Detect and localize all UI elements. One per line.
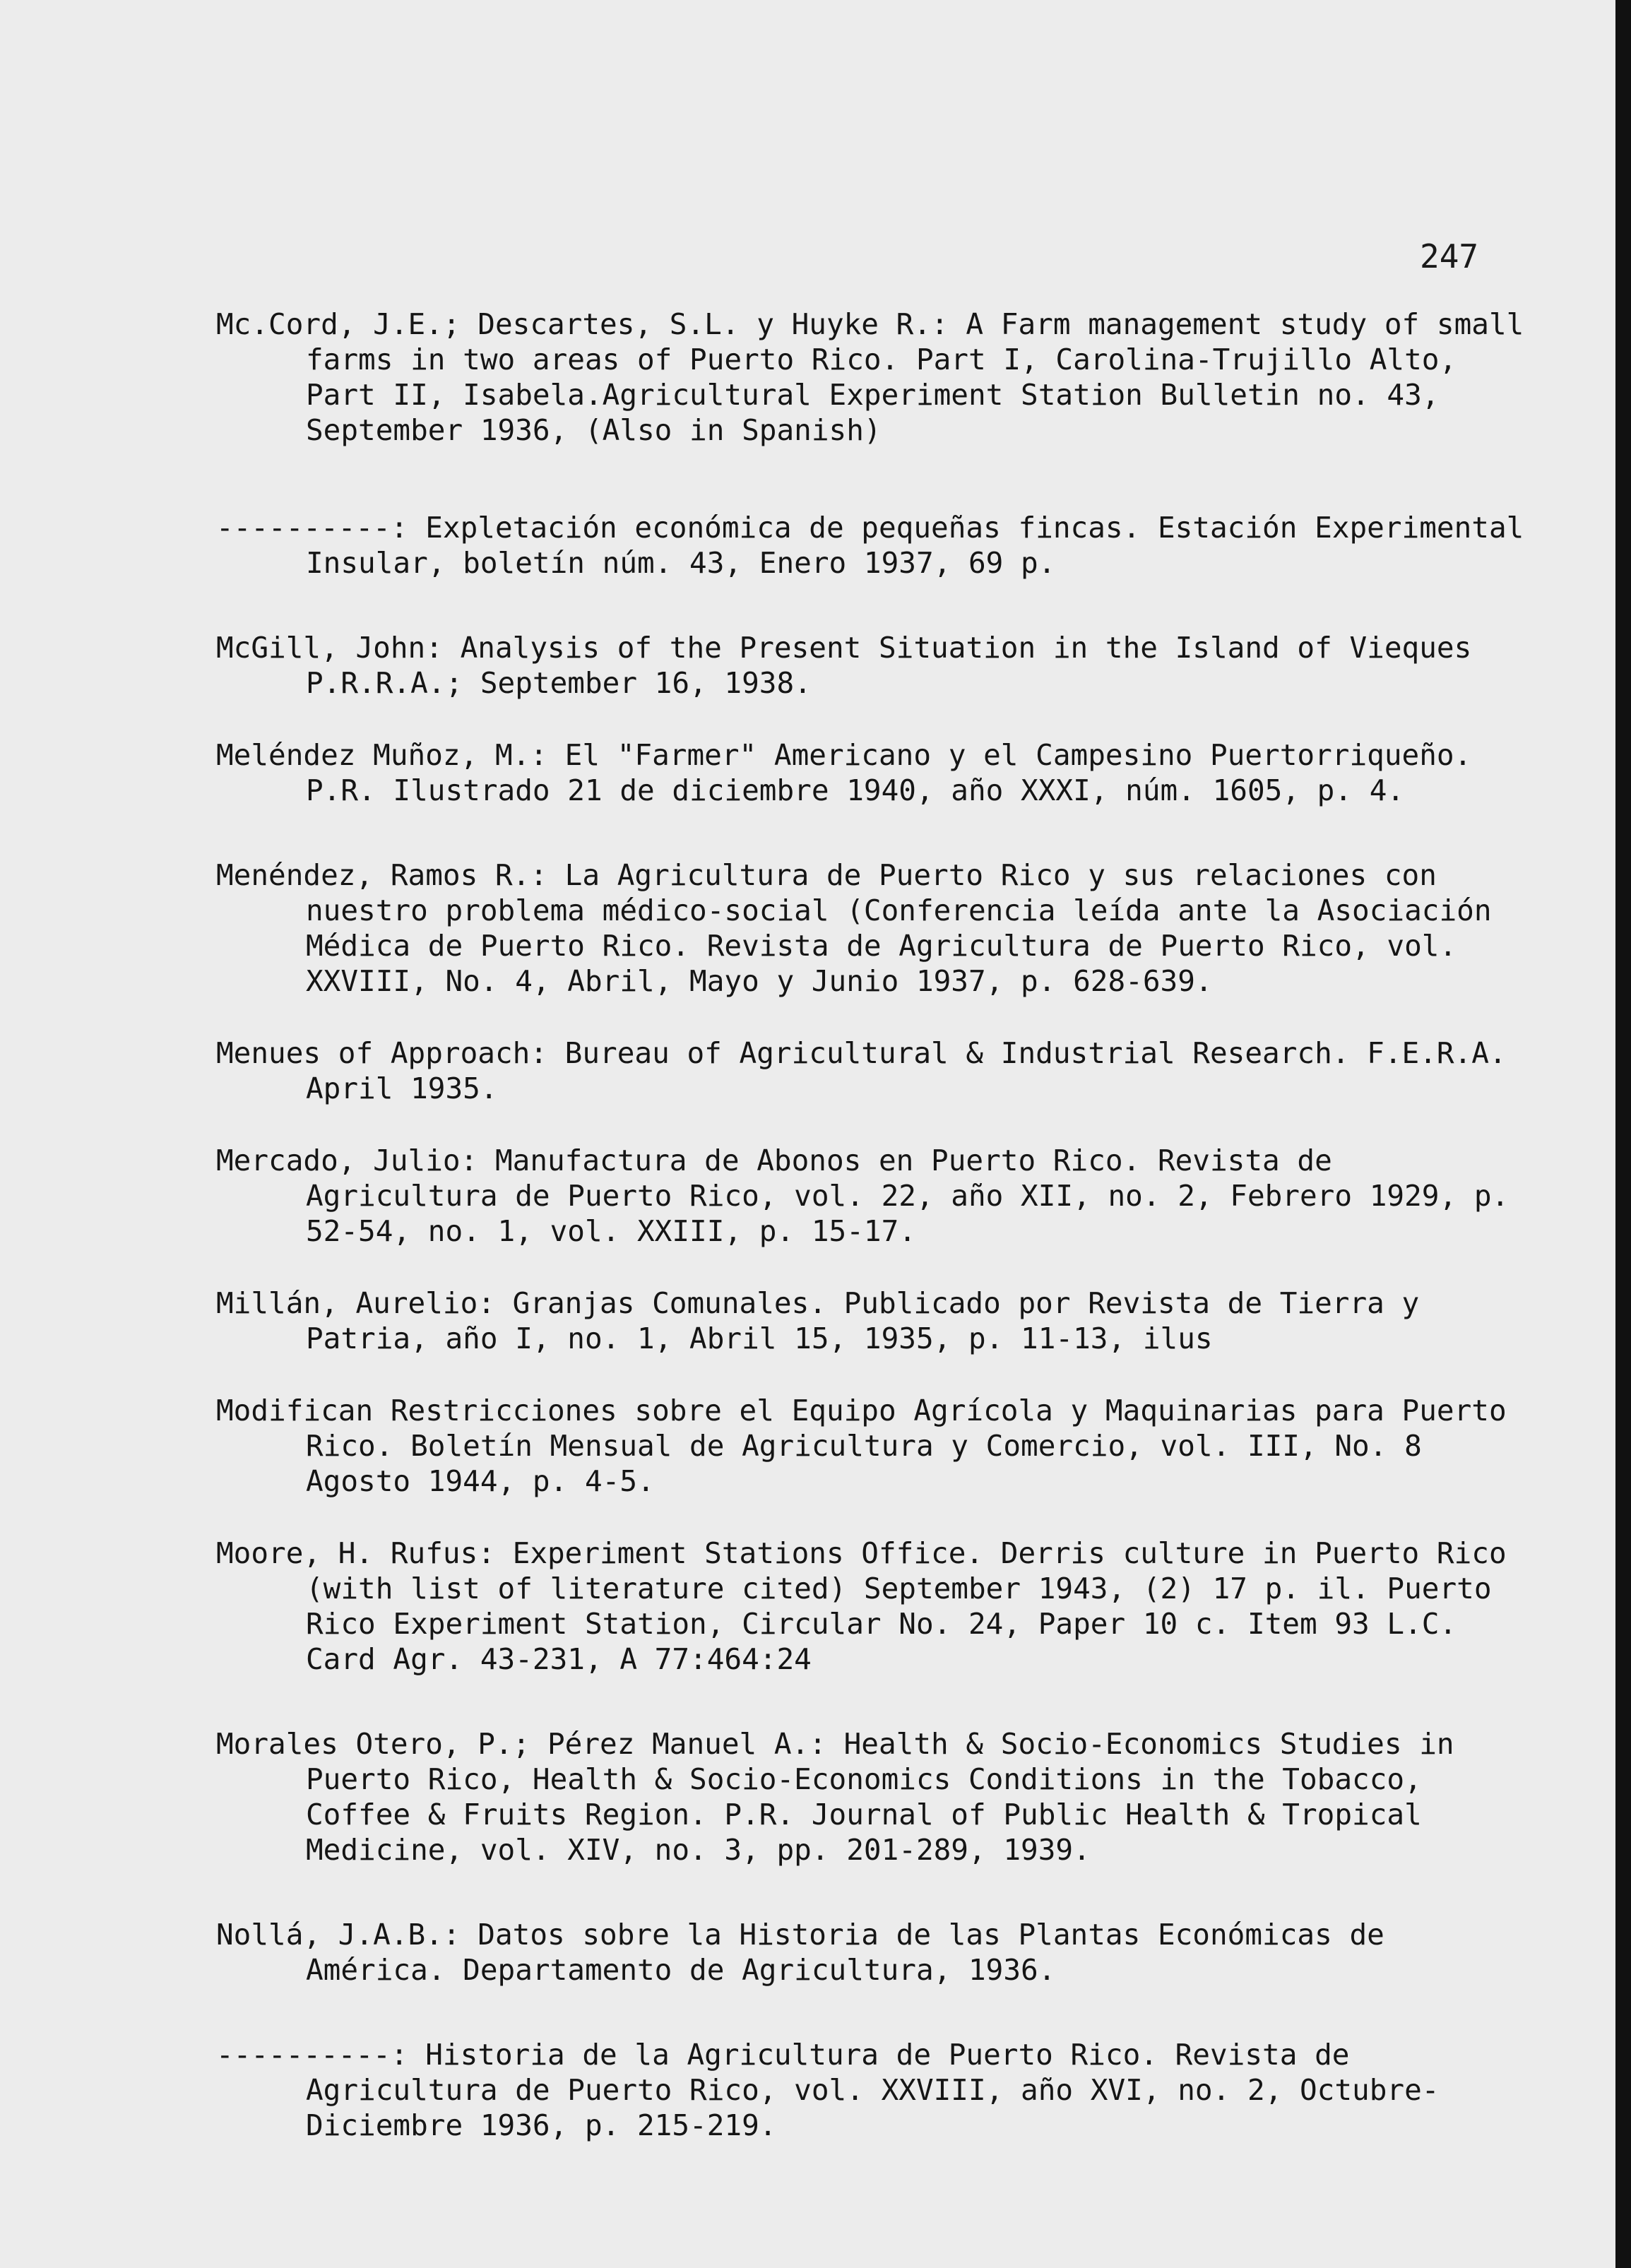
bibliography-entry: ----------: Historia de la Agricultura de Puerto Rico. Revista de Agricultura de Puerto Rico, vol. XXVIII, año XVI, no. 2, Octubre-Diciembre 1936, p. 215-219. [216,2038,1440,2142]
bibliography-entry: McGill, John: Analysis of the Present Situation in the Island of Vieques P.R.R.A.; September 16, 1938. [216,631,1472,700]
bibliography-entry: Millán, Aurelio: Granjas Comunales. Publicado por Revista de Tierra y Patria, año I, no. 1, Abril 15, 1935, p. 11-13, ilus [216,1286,1420,1355]
bibliography-entry: Morales Otero, P.; Pérez Manuel A.: Health & Socio-Economics Studies in Puerto Rico, Health & Socio-Economics Conditions in the Tobacco, Coffee & Fruits Region. P.R. Journal of Public Health & Tropical Medicine, vol. XIV, no. 3, pp. 201-289, 1939. [216,1727,1454,1867]
bibliography-entry: Nollá, J.A.B.: Datos sobre la Historia de las Plantas Económicas de América. Departamento de Agricultura, 1936. [216,1918,1384,1987]
bibliography-entry: Mc.Cord, J.E.; Descartes, S.L. y Huyke R.: A Farm management study of small farms in two areas of Puerto Rico. Part I, Carolina-Trujillo Alto, Part II, Isabela.Agricultural Experiment Station Bulletin no. 43, September 1936, (Also in Spanish) [216,307,1524,447]
scan-edge [1615,0,1631,2268]
bibliography-entry: ----------: Expletación económica de pequeñas fincas. Estación Experimental Insular, boletín núm. 43, Enero 1937, 69 p. [216,511,1524,580]
bibliography-entry: Meléndez Muñoz, M.: El "Farmer" Americano y el Campesino Puertorriqueño. P.R. Ilustrado 21 de diciembre 1940, año XXXI, núm. 1605, p. 4. [216,738,1472,807]
bibliography-entry: Modifican Restricciones sobre el Equipo Agrícola y Maquinarias para Puerto Rico. Boletín Mensual de Agricultura y Comercio, vol. III, No. 8 Agosto 1944, p. 4-5. [216,1394,1507,1498]
bibliography-list [216,307,1530,2143]
bibliography-entry: Menéndez, Ramos R.: La Agricultura de Puerto Rico y sus relaciones con nuestro problema médico-social (Conferencia leída ante la Asociación Médica de Puerto Rico. Revista de Agricultura de Puerto Rico, vol. XXVIII, No. 4, Abril, Mayo y Junio 1937, p. 628-639. [216,858,1492,998]
bibliography-entry: Mercado, Julio: Manufactura de Abonos en Puerto Rico. Revista de Agricultura de Puerto Rico, vol. 22, año XII, no. 2, Febrero 1929, p. 52-54, no. 1, vol. XXIII, p. 15-17. [216,1144,1510,1248]
page-number: 247 [1420,237,1479,275]
bibliography-entry: Moore, H. Rufus: Experiment Stations Office. Derris culture in Puerto Rico (with list of literature cited) September 1943, (2) 17 p. il. Puerto Rico Experiment Station, Circular No. 24, Paper 10 c. Item 93 L.C. Card Agr. 43-231, A 77:464:24 [216,1536,1507,1676]
bibliography-entry: Menues of Approach: Bureau of Agricultural & Industrial Research. F.E.R.A. April 1935. [216,1036,1507,1105]
